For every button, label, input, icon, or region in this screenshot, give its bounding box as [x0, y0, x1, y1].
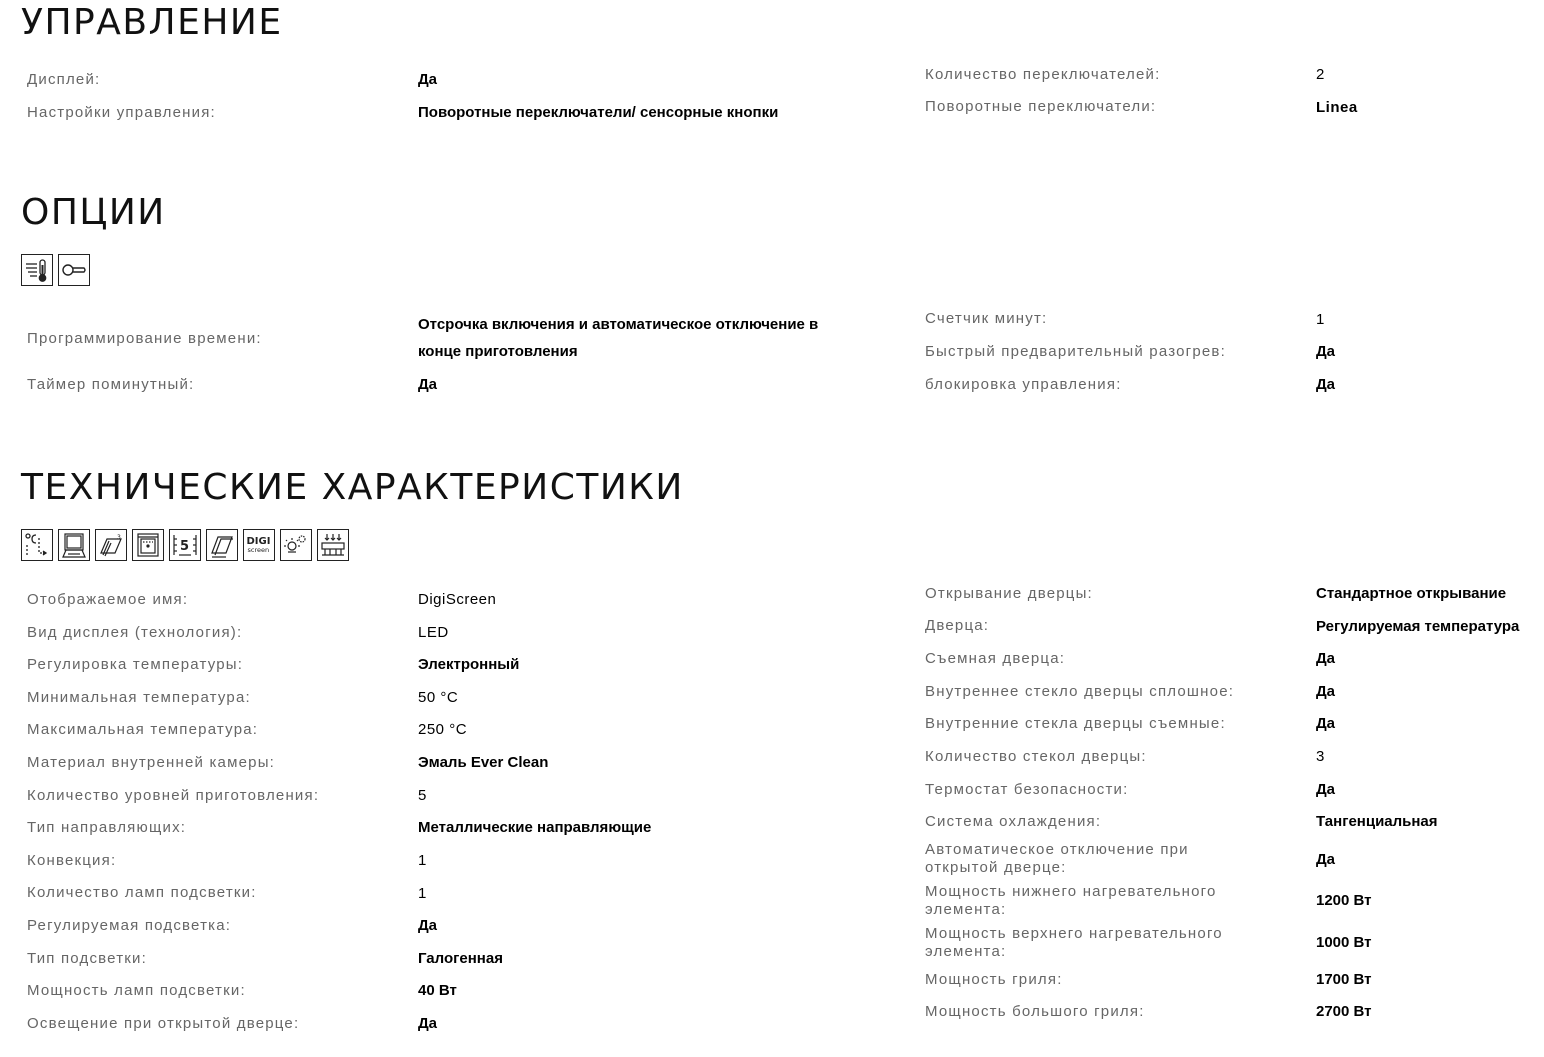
spec-value-time-programming: Отсрочка включения и автоматическое отключение в конце приготовления [418, 316, 819, 360]
spec-label: Внутренние стекла дверцы съемные: [925, 715, 1226, 732]
spec-value: 1700 Вт [1316, 971, 1372, 988]
spec-label: Освещение при открытой дверце: [27, 1015, 300, 1032]
spec-label-minute-counter: Счетчик минут: [925, 310, 1048, 327]
spec-value: DigiScreen [418, 591, 497, 608]
spec-label: Минимальная температура: [27, 689, 251, 706]
spec-value: 40 Вт [418, 982, 457, 999]
spec-label: Дверца: [925, 617, 990, 634]
spec-value: Электронный [418, 656, 520, 673]
section-title-tech: ТЕХНИЧЕСКИЕ ХАРАКТЕРИСТИКИ [21, 467, 684, 508]
oven-cavity-icon [132, 529, 164, 561]
spec-value: Да [418, 917, 438, 934]
spec-value: Да [1316, 781, 1336, 798]
spec-value: 250 °C [418, 721, 468, 738]
spec-label-fast-preheat: Быстрый предварительный разогрев: [925, 343, 1226, 360]
spec-value: 5 [418, 787, 427, 804]
spec-value-switch-count: 2 [1316, 66, 1325, 83]
spec-label: Открывание дверцы: [925, 585, 1093, 602]
svg-text:5: 5 [180, 539, 190, 554]
spec-label-display: Дисплей: [27, 71, 101, 88]
spec-label: Автоматическое отключение при открытой дверце: [925, 841, 1189, 876]
spec-label: Максимальная температура: [27, 721, 259, 738]
spec-label-switch-count: Количество переключателей: [925, 66, 1161, 83]
spec-value: Стандартное открывание [1316, 585, 1507, 602]
spec-label: Тип подсветки: [27, 950, 147, 967]
child-lock-key-icon [58, 254, 90, 286]
spec-label: Мощность нижнего нагревательного элемента: [925, 883, 1217, 918]
spec-value: 50 °C [418, 689, 459, 706]
spec-label-control-settings: Настройки управления: [27, 104, 216, 121]
spec-value: Да [1316, 683, 1336, 700]
spec-value: Эмаль Ever Clean [418, 754, 549, 771]
svg-text:DIGI: DIGI [246, 536, 271, 547]
full-glass-door-icon [58, 529, 90, 561]
spec-value: 3 [1316, 748, 1325, 765]
spec-label: Регулировка температуры: [27, 656, 244, 673]
spec-value-control-settings: Поворотные переключатели/ сенсорные кнопки [418, 104, 779, 121]
spec-label: Регулируемая подсветка: [27, 917, 232, 934]
spec-value: 1000 Вт [1316, 934, 1372, 951]
spec-value: Галогенная [418, 950, 503, 967]
spec-value-rotary-switches: Linea [1316, 99, 1358, 116]
removable-door-icon [206, 529, 238, 561]
spec-label: Система охлаждения: [925, 813, 1102, 830]
spec-label: Отображаемое имя: [27, 591, 189, 608]
temperature-range-icon [21, 529, 53, 561]
spec-label: Количество ламп подсветки: [27, 884, 257, 901]
spec-label: Мощность верхнего нагревательного элемента: [925, 925, 1223, 960]
section-title-control: УПРАВЛЕНИЕ [21, 2, 283, 43]
spec-value: Да [418, 1015, 438, 1032]
spec-label: Материал внутренней камеры: [27, 754, 276, 771]
section-title-options: ОПЦИИ [21, 192, 166, 233]
spec-label: Количество стекол дверцы: [925, 748, 1147, 765]
spec-label-rotary-switches: Поворотные переключатели: [925, 98, 1157, 115]
spec-value: 1200 Вт [1316, 892, 1372, 909]
spec-label-control-lock: блокировка управления: [925, 376, 1122, 393]
spec-value: Да [1316, 650, 1336, 667]
tech-icon-bar [21, 529, 349, 561]
spec-label-time-programming: Программирование времени: [27, 330, 262, 347]
spec-value-minute-timer: Да [418, 376, 438, 393]
spec-value: Да [1316, 851, 1336, 868]
digi-screen-icon [243, 529, 275, 561]
spec-value-control-lock: Да [1316, 376, 1336, 393]
five-levels-icon [169, 529, 201, 561]
spec-value: Металлические направляющие [418, 819, 652, 836]
halogen-light-icon [280, 529, 312, 561]
spec-label: Внутреннее стекло дверцы сплошное: [925, 683, 1235, 700]
spec-value: Регулируемая температура [1316, 618, 1520, 635]
spec-label: Мощность гриля: [925, 971, 1063, 988]
tangential-cooling-icon [317, 529, 349, 561]
spec-label: Мощность ламп подсветки: [27, 982, 246, 999]
svg-text:3: 3 [117, 534, 121, 541]
spec-label: Вид дисплея (технология): [27, 624, 243, 641]
triple-glass-door-icon [95, 529, 127, 561]
spec-label: Термостат безопасности: [925, 781, 1129, 798]
spec-value: Тангенциальная [1316, 813, 1438, 830]
options-icon-bar [21, 254, 90, 286]
svg-text:screen: screen [247, 546, 270, 554]
fast-preheat-icon [21, 254, 53, 286]
spec-value: 1 [418, 885, 427, 902]
spec-value: LED [418, 624, 449, 641]
spec-label: Конвекция: [27, 852, 117, 869]
spec-label: Съемная дверца: [925, 650, 1066, 667]
spec-value: 2700 Вт [1316, 1003, 1372, 1020]
spec-label: Тип направляющих: [27, 819, 187, 836]
spec-label: Мощность большого гриля: [925, 1003, 1145, 1020]
spec-value-display: Да [418, 71, 438, 88]
spec-value: 1 [418, 852, 427, 869]
spec-value-fast-preheat: Да [1316, 343, 1336, 360]
spec-label-minute-timer: Таймер поминутный: [27, 376, 195, 393]
spec-value: Да [1316, 715, 1336, 732]
spec-label: Количество уровней приготовления: [27, 787, 320, 804]
spec-value-minute-counter: 1 [1316, 311, 1325, 328]
